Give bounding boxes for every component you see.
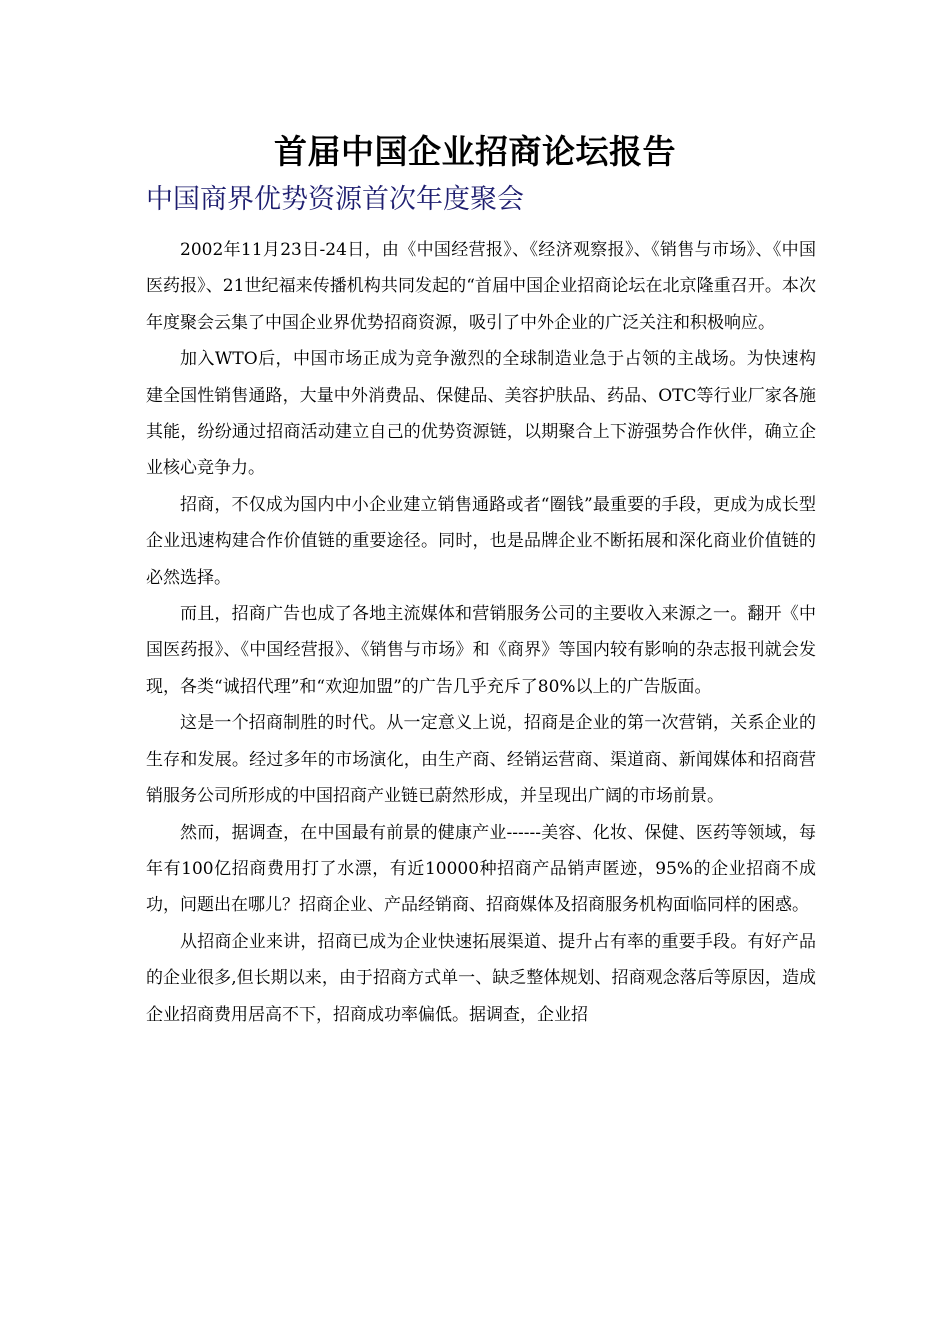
paragraph-6: 然而，据调查，在中国最有前景的健康产业------美容、化妆、保健、医药等领域，每年有100亿招商费用打了水漂，有近10000种招商产品销声匿迹，95%的企业招商不成功，问题出在哪儿？招商企业、产品经销商、招商媒体及招商服务机构面临同样的困惑。 xyxy=(146,822,816,916)
paragraph-7: 从招商企业来讲，招商已成为企业快速拓展渠道、提升占有率的重要手段。有好产品的企业很多,但长期以来，由于招商方式单一、缺乏整体规划、招商观念落后等原因，造成企业招商费用居高不下，招商成功率偏低。据调查，企业招 xyxy=(146,931,816,1025)
document-title: 首届中国企业招商论坛报告 xyxy=(274,132,676,171)
paragraph-3: 招商，不仅成为国内中小企业建立销售通路或者“圈钱”最重要的手段，更成为成长型企业迅速构建合作价值链的重要途径。同时，也是品牌企业不断拓展和深化商业价值链的必然选择。 xyxy=(146,494,816,588)
paragraph-5: 这是一个招商制胜的时代。从一定意义上说，招商是企业的第一次营销，关系企业的生存和发展。经过多年的市场演化，由生产商、经销运营商、渠道商、新闻媒体和招商营销服务公司所形成的中国招商产业链已蔚然形成，并呈现出广阔的市场前景。 xyxy=(146,713,816,807)
paragraph-2: 加入WTO后，中国市场正成为竞争激烈的全球制造业急于占领的主战场。为快速构建全国性销售通路，大量中外消费品、保健品、美容护肤品、药品、OTC等行业厂家各施其能，纷纷通过招商活动建立自己的优势资源链，以期聚合上下游强势合作伙伴，确立企业核心竞争力。 xyxy=(146,349,816,479)
document-body xyxy=(146,232,816,1033)
paragraph-4: 而且，招商广告也成了各地主流媒体和营销服务公司的主要收入来源之一。翻开《中国医药报》、《中国经营报》、《销售与市场》和《商界》等国内较有影响的杂志报刊就会发现，各类“诚招代理”和“欢迎加盟”的广告几乎充斥了80%以上的广告版面。 xyxy=(146,604,816,697)
paragraph-1: 2002年11月23日-24日，由《中国经营报》、《经济观察报》、《销售与市场》、《中国医药报》、21世纪福来传播机构共同发起的“首届中国企业招商论坛在北京隆重召开。本次年度聚会云集了中国企业界优势招商资源，吸引了中外企业的广泛关注和积极响应。 xyxy=(146,240,816,333)
document-subtitle: 中国商界优势资源首次年度聚会 xyxy=(146,184,524,215)
